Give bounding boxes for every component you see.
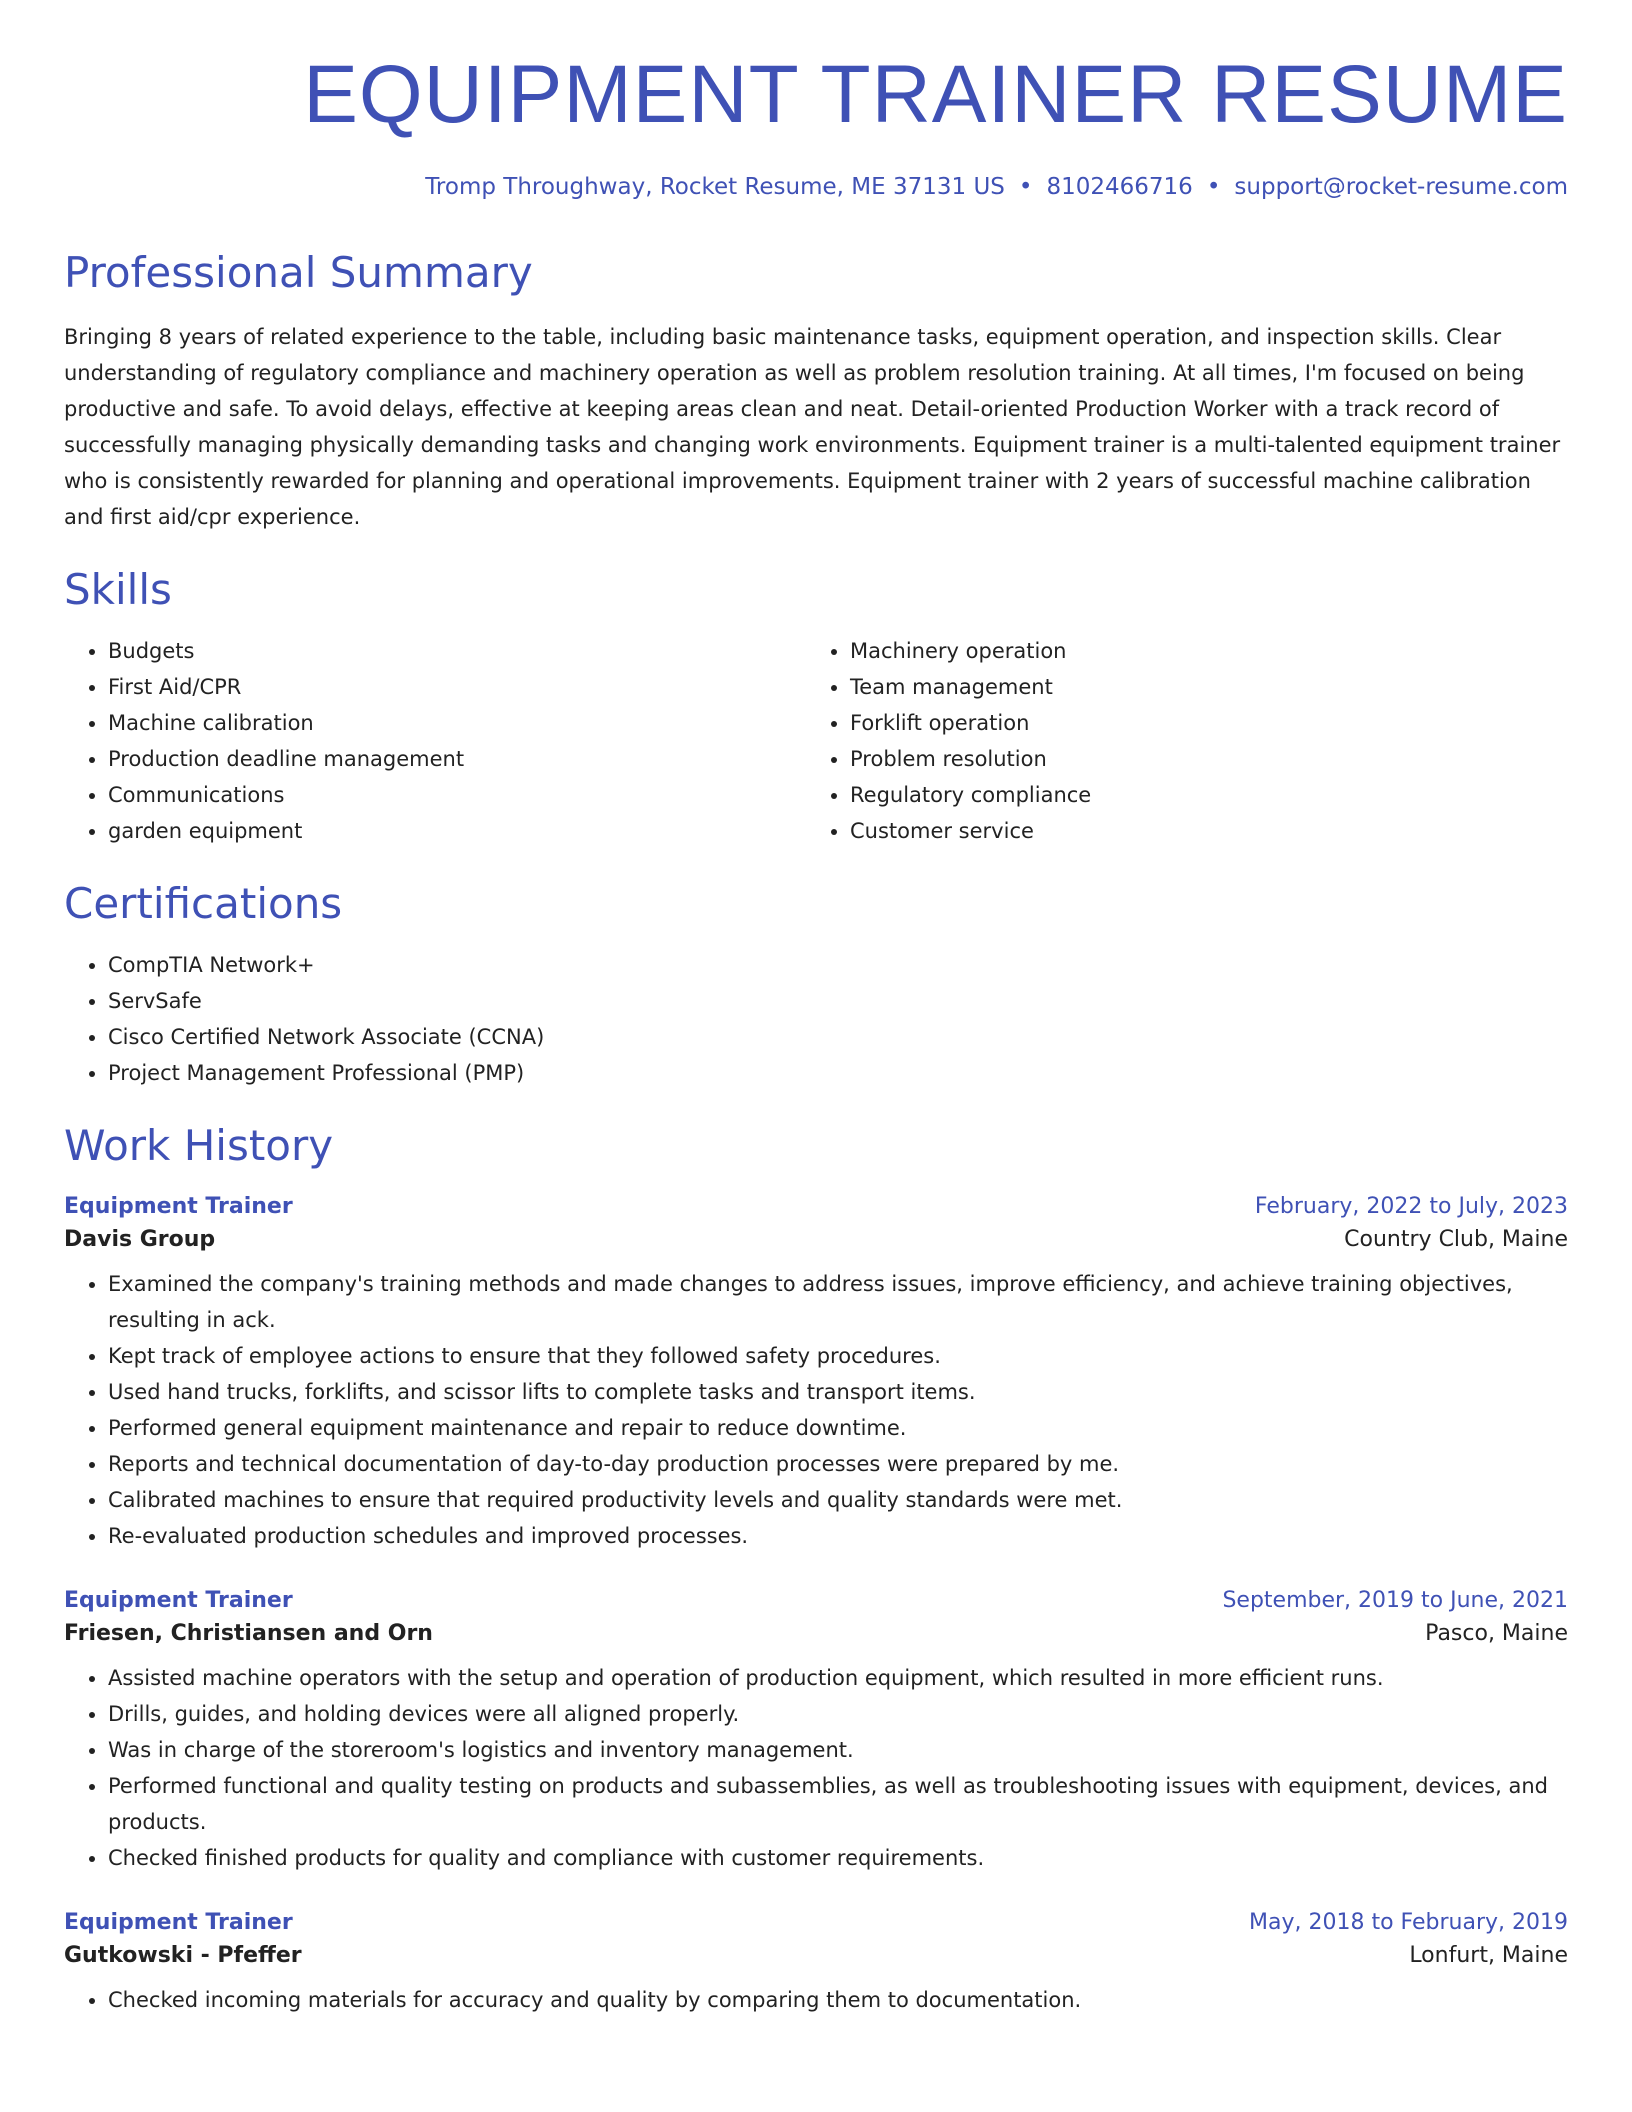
- certification-item: • CompTIA Network+: [108, 947, 1568, 983]
- job-company: Gutkowski - Pfeffer: [64, 1942, 302, 1968]
- summary-heading: Professional Summary: [64, 248, 533, 298]
- job-bullet: • Performed general equipment maintenance and repair to reduce downtime.: [108, 1410, 1568, 1446]
- job-bullet: • Examined the company's training methods and made changes to address issues, improve efficiency, and achieve training objectives, resulting in ack.: [108, 1266, 1568, 1338]
- skill-item: • Problem resolution: [850, 741, 1548, 777]
- skill-item: • garden equipment: [108, 813, 806, 849]
- job-bullet: • Checked finished products for quality and compliance with customer requirements.: [108, 1840, 1568, 1876]
- job-bullet: • Performed functional and quality testing on products and subassemblies, as well as troubleshooting issues with equipment, devices, and products.: [108, 1768, 1568, 1840]
- job-bullet: • Calibrated machines to ensure that required productivity levels and quality standards were met.: [108, 1482, 1568, 1518]
- skills-column-left: [64, 633, 806, 849]
- certification-item: • Project Management Professional (PMP): [108, 1055, 1568, 1091]
- resume-header: [64, 0, 1568, 200]
- job-bullet: • Reports and technical documentation of day-to-day production processes were prepared by me.: [108, 1446, 1568, 1482]
- job-bullets: [64, 1660, 1568, 1876]
- skills-heading: Skills: [64, 564, 172, 614]
- job-dates: May, 2018 to February, 2019: [1249, 1909, 1568, 1935]
- skill-item: • Forklift operation: [850, 705, 1548, 741]
- summary-text: Bringing 8 years of related experience to the table, including basic maintenance tasks, equipment operation, and inspection skills. Clear understanding of regulatory compliance and machinery operation as well as problem resolution training. At all times, I'm focused on being productive and safe. To avoid delays, effective at keeping areas clean and neat. Detail-oriented Production Worker with a track record of successfully managing physically demanding tasks and changing work environments. Equipment trainer is a multi-talented equipment trainer who is consistently rewarded for planning and operational improvements. Equipment trainer with 2 years of successful machine calibration and first aid/cpr experience.: [64, 324, 1561, 529]
- certifications-section: [64, 879, 1568, 1091]
- contact-phone: 8102466716: [1046, 174, 1193, 201]
- skill-item: • Machinery operation: [850, 633, 1548, 669]
- skills-section: [64, 565, 1568, 849]
- certifications-heading: Certifications: [64, 878, 343, 928]
- contact-line: [64, 174, 1568, 200]
- job-bullet: • Checked incoming materials for accuracy and quality by comparing them to documentation.: [108, 1982, 1568, 2018]
- job-location: Country Club, Maine: [1344, 1226, 1568, 1252]
- skill-item: • Communications: [108, 777, 806, 813]
- contact-separator: •: [1206, 174, 1221, 201]
- job-bullet: • Re-evaluated production schedules and improved processes.: [108, 1518, 1568, 1554]
- skills-column-right: [806, 633, 1548, 849]
- job-dates: September, 2019 to June, 2021: [1222, 1587, 1568, 1613]
- job-title: Equipment Trainer: [64, 1909, 293, 1935]
- job-title-row: [64, 1194, 1568, 1219]
- job-title-row: [64, 1910, 1568, 1935]
- job-bullet: • Kept track of employee actions to ensure that they followed safety procedures.: [108, 1338, 1568, 1374]
- job-company-row: [64, 1935, 1568, 1968]
- job-entry: [64, 1588, 1568, 1876]
- job-title: Equipment Trainer: [64, 1587, 293, 1613]
- skills-columns: [64, 633, 1568, 849]
- work-history-section: [64, 1121, 1568, 2017]
- job-bullet: • Drills, guides, and holding devices were all aligned properly.: [108, 1696, 1568, 1732]
- skill-item: • Regulatory compliance: [850, 777, 1548, 813]
- job-bullet: • Was in charge of the storeroom's logistics and inventory management.: [108, 1732, 1568, 1768]
- job-entry: [64, 1194, 1568, 1554]
- skills-list-left: [64, 633, 806, 849]
- skill-item: • Customer service: [850, 813, 1548, 849]
- work-history-heading: Work History: [64, 1121, 334, 1171]
- skills-list-right: [806, 633, 1548, 849]
- skill-item: • Production deadline management: [108, 741, 806, 777]
- job-entry: [64, 1910, 1568, 2018]
- job-location: Pasco, Maine: [1425, 1620, 1568, 1646]
- resume-title: EQUIPMENT TRAINER RESUME: [303, 49, 1568, 140]
- certifications-list: [64, 947, 1568, 1091]
- job-company-row: [64, 1219, 1568, 1252]
- skill-item: • First Aid/CPR: [108, 669, 806, 705]
- job-company-row: [64, 1613, 1568, 1646]
- skill-item: • Team management: [850, 669, 1548, 705]
- contact-email: support@rocket-resume.com: [1234, 174, 1568, 201]
- certification-item: • ServSafe: [108, 983, 1568, 1019]
- job-location: Lonfurt, Maine: [1409, 1942, 1568, 1968]
- contact-separator: •: [1018, 174, 1033, 201]
- job-bullet: • Used hand trucks, forklifts, and scissor lifts to complete tasks and transport items.: [108, 1374, 1568, 1410]
- contact-address: Tromp Throughway, Rocket Resume, ME 37131 US: [425, 174, 1005, 201]
- skill-item: • Machine calibration: [108, 705, 806, 741]
- skill-item: • Budgets: [108, 633, 806, 669]
- job-company: Davis Group: [64, 1226, 216, 1252]
- job-bullet: • Assisted machine operators with the setup and operation of production equipment, which resulted in more efficient runs.: [108, 1660, 1568, 1696]
- job-dates: February, 2022 to July, 2023: [1254, 1193, 1568, 1219]
- job-company: Friesen, Christiansen and Orn: [64, 1620, 433, 1646]
- certification-item: • Cisco Certified Network Associate (CCNA): [108, 1019, 1568, 1055]
- job-title: Equipment Trainer: [64, 1193, 293, 1219]
- job-title-row: [64, 1588, 1568, 1613]
- job-bullets: [64, 1982, 1568, 2018]
- summary-section: [64, 248, 1568, 534]
- job-bullets: [64, 1266, 1568, 1554]
